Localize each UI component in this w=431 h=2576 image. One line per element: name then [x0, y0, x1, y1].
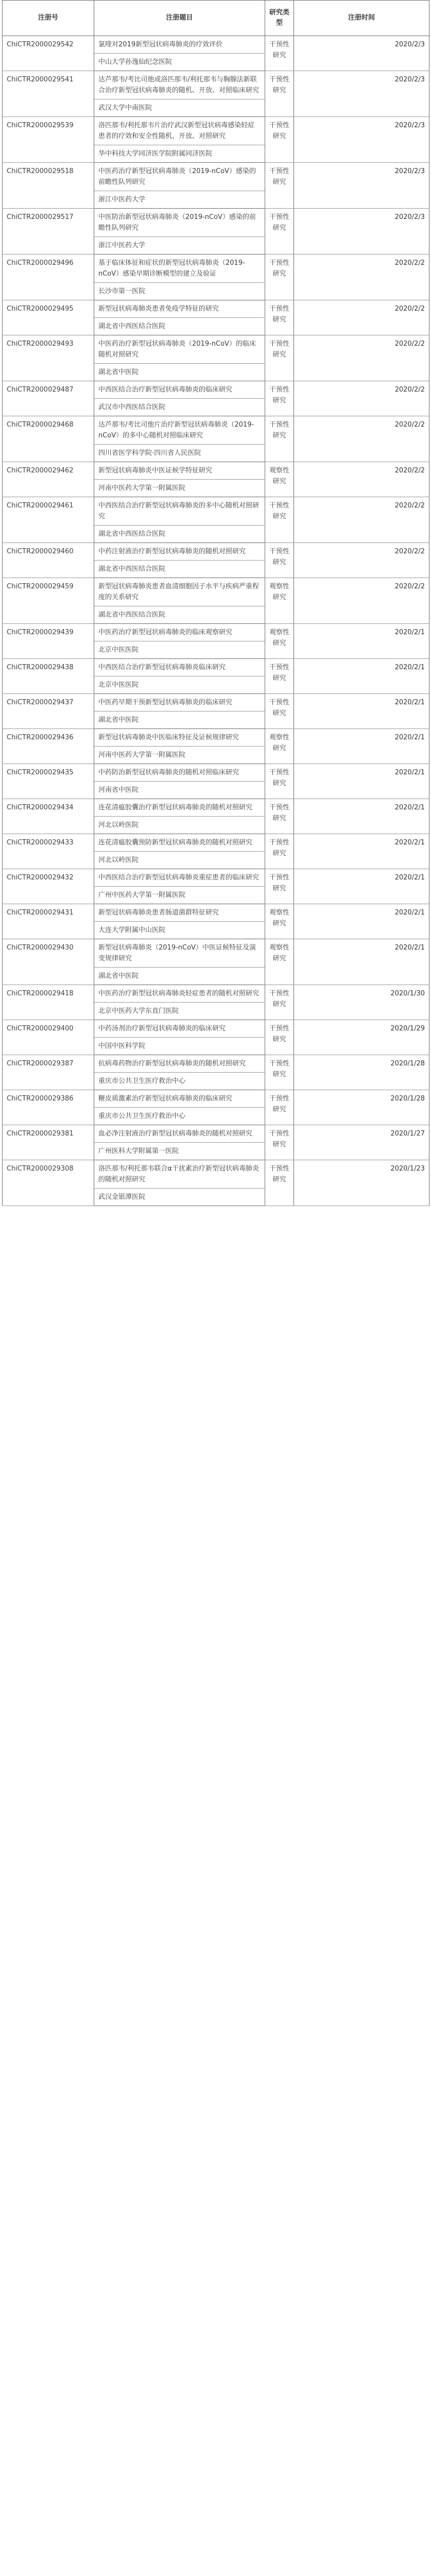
table-body: [3, 36, 429, 1206]
registration-number: ChiCTR2000029539: [3, 117, 94, 163]
table-row: [3, 1090, 429, 1108]
trial-title: 基于临床体征和症状的新型冠状病毒肺炎（2019-nCoV）感染早期诊断模型的建立及验证: [94, 255, 265, 283]
sponsor-institution: 河南中医药大学第一附属医院: [94, 480, 265, 497]
table-row: [3, 985, 429, 1003]
table-row: [3, 163, 429, 191]
table-row: [3, 659, 429, 676]
registration-number: ChiCTR2000029438: [3, 659, 94, 694]
registration-date: 2020/2/2: [294, 335, 429, 381]
registration-date: 2020/1/30: [294, 985, 429, 1020]
trial-title: 糖皮质激素治疗新型冠状病毒肺炎的临床研究: [94, 1090, 265, 1108]
table-row: [3, 543, 429, 561]
trial-title: 中医防治新型冠状病毒肺炎（2019-nCoV）感染的前瞻性队列研究: [94, 209, 265, 237]
registration-date: 2020/2/1: [294, 834, 429, 869]
registration-number: ChiCTR2000029518: [3, 163, 94, 209]
study-type: 干预性研究: [265, 335, 294, 381]
trial-title: 新型冠状病毒肺炎中医证候学特征研究: [94, 462, 265, 480]
study-type: 干预性研究: [265, 255, 294, 300]
study-type: 干预性研究: [265, 36, 294, 71]
study-type: 干预性研究: [265, 659, 294, 694]
trial-title: 中药注射液治疗新型冠状病毒肺炎的随机对照研究: [94, 543, 265, 561]
page: [0, 0, 431, 1206]
registration-number: ChiCTR2000029496: [3, 255, 94, 300]
registration-number: ChiCTR2000029432: [3, 869, 94, 904]
trial-title: 中西医结合治疗新型冠状病毒肺炎重症患者的临床研究: [94, 869, 265, 887]
study-type: 干预性研究: [265, 71, 294, 117]
table-row: [3, 764, 429, 782]
registration-date: 2020/2/1: [294, 764, 429, 799]
trial-title: 达芦那韦/考比司他或洛匹那韦/利托那韦与胸腺法新联合治疗新型冠状病毒肺炎的随机、开放、对照临床研究: [94, 71, 265, 99]
registration-number: ChiCTR2000029439: [3, 624, 94, 659]
sponsor-institution: 长沙市第一医院: [94, 283, 265, 300]
table-row: [3, 834, 429, 852]
trial-title: 新型冠状病毒肺炎（2019-nCoV）中医证候特征及演变规律研究: [94, 939, 265, 968]
trial-title: 达芦那韦/考比司他片治疗新型冠状病毒肺炎（2019-nCoV）的多中心随机对照临床研究: [94, 416, 265, 445]
registration-number: ChiCTR2000029462: [3, 462, 94, 497]
table-row: [3, 1020, 429, 1038]
registration-date: 2020/2/3: [294, 117, 429, 163]
study-type: 观察性研究: [265, 624, 294, 659]
table-row: [3, 624, 429, 641]
sponsor-institution: 广州中医药大学第一附属医院: [94, 887, 265, 904]
registration-number: ChiCTR2000029430: [3, 939, 94, 985]
trial-title: 中药防治新型冠状病毒肺炎的随机对照临床研究: [94, 764, 265, 782]
trial-title: 中医药治疗新型冠状病毒肺炎（2019-nCoV）感染的前瞻性队列研究: [94, 163, 265, 191]
sponsor-institution: 河南省中医院: [94, 782, 265, 799]
study-type: 干预性研究: [265, 1055, 294, 1090]
header-title: 注册题目: [94, 1, 265, 36]
sponsor-institution: 河北以岭医院: [94, 817, 265, 834]
registration-date: 2020/2/2: [294, 543, 429, 578]
table-row: [3, 335, 429, 364]
sponsor-institution: 大连大学附属中山医院: [94, 922, 265, 939]
registration-number: ChiCTR2000029431: [3, 904, 94, 939]
trial-title: 中医药治疗新型冠状病毒肺炎轻症患者的随机对照研究: [94, 985, 265, 1003]
trial-title: 新型冠状病毒肺炎患者肠道菌群特征研究: [94, 904, 265, 922]
registration-date: 2020/2/1: [294, 939, 429, 985]
registration-date: 2020/2/1: [294, 659, 429, 694]
registration-number: ChiCTR2000029308: [3, 1160, 94, 1206]
trial-title: 连花清瘟胶囊治疗新型冠状病毒肺炎的随机对照研究: [94, 799, 265, 817]
registration-number: ChiCTR2000029435: [3, 764, 94, 799]
trial-title: 新型冠状病毒肺炎中医临床特征及证候规律研究: [94, 729, 265, 747]
registration-number: ChiCTR2000029517: [3, 209, 94, 255]
study-type: 干预性研究: [265, 1090, 294, 1125]
registration-number: ChiCTR2000029468: [3, 416, 94, 462]
sponsor-institution: 中山大学孙逸仙纪念医院: [94, 54, 265, 71]
table-row: [3, 1125, 429, 1143]
registration-number: ChiCTR2000029434: [3, 799, 94, 834]
sponsor-institution: 河北以岭医院: [94, 852, 265, 869]
table-row: [3, 381, 429, 399]
study-type: 观察性研究: [265, 729, 294, 764]
trial-title: 中医药早期干预新型冠状病毒肺炎的临床研究: [94, 694, 265, 711]
study-type: 干预性研究: [265, 300, 294, 335]
sponsor-institution: 四川省医学科学院·四川省人民医院: [94, 445, 265, 462]
registration-number: ChiCTR2000029459: [3, 578, 94, 624]
sponsor-institution: 北京中医医院: [94, 676, 265, 694]
registration-date: 2020/1/27: [294, 1125, 429, 1160]
sponsor-institution: 广州医科大学附属第一医院: [94, 1143, 265, 1160]
sponsor-institution: 河南中医药大学第一附属医院: [94, 747, 265, 764]
trial-title: 中西医结合治疗新型冠状病毒肺炎临床研究: [94, 659, 265, 676]
table-row: [3, 497, 429, 526]
trial-title: 中医药治疗新型冠状病毒肺炎的临床观察研究: [94, 624, 265, 641]
sponsor-institution: 中国中医科学院: [94, 1038, 265, 1055]
registration-date: 2020/2/2: [294, 416, 429, 462]
table-row: [3, 255, 429, 283]
registration-date: 2020/2/2: [294, 578, 429, 624]
table-row: [3, 694, 429, 711]
header-date: 注册时间: [294, 1, 429, 36]
sponsor-institution: 湖北省中医院: [94, 364, 265, 381]
registration-date: 2020/2/1: [294, 624, 429, 659]
sponsor-institution: 北京中医药大学东直门医院: [94, 1003, 265, 1020]
trial-title: 中医药治疗新型冠状病毒肺炎（2019-nCoV）的临床随机对照研究: [94, 335, 265, 364]
trial-registry-table: [2, 0, 429, 1206]
registration-number: ChiCTR2000029400: [3, 1020, 94, 1055]
table-row: [3, 117, 429, 145]
study-type: 干预性研究: [265, 1160, 294, 1206]
registration-date: 2020/1/28: [294, 1090, 429, 1125]
registration-date: 2020/2/2: [294, 255, 429, 300]
registration-number: ChiCTR2000029541: [3, 71, 94, 117]
table-row: [3, 939, 429, 968]
registration-date: 2020/2/1: [294, 904, 429, 939]
registration-date: 2020/1/29: [294, 1020, 429, 1055]
registration-number: ChiCTR2000029487: [3, 381, 94, 416]
sponsor-institution: 重庆市公共卫生医疗救治中心: [94, 1073, 265, 1090]
study-type: 干预性研究: [265, 799, 294, 834]
table-row: [3, 1160, 429, 1189]
sponsor-institution: 湖北省中医院: [94, 968, 265, 985]
header-id: 注册号: [3, 1, 94, 36]
registration-number: ChiCTR2000029433: [3, 834, 94, 869]
trial-title: 洛匹那韦/利托那韦片治疗武汉新型冠状病毒感染轻症患者的疗效和安全性随机、开放、对照研究: [94, 117, 265, 145]
table-row: [3, 36, 429, 54]
sponsor-institution: 湖北省中医院: [94, 711, 265, 729]
study-type: 干预性研究: [265, 985, 294, 1020]
trial-title: 新型冠状病毒肺炎患者免疫学特征的研究: [94, 300, 265, 318]
trial-title: 中西医结合治疗新型冠状病毒肺炎的多中心随机对照研究: [94, 497, 265, 526]
registration-number: ChiCTR2000029381: [3, 1125, 94, 1160]
table-row: [3, 1055, 429, 1073]
sponsor-institution: 湖北省中西医结合医院: [94, 606, 265, 624]
study-type: 干预性研究: [265, 381, 294, 416]
study-type: 干预性研究: [265, 117, 294, 163]
study-type: 干预性研究: [265, 416, 294, 462]
study-type: 观察性研究: [265, 462, 294, 497]
trial-title: 中药汤剂治疗新型冠状病毒肺炎的临床研究: [94, 1020, 265, 1038]
trial-title: 中西医结合治疗新型冠状病毒肺炎的临床研究: [94, 381, 265, 399]
sponsor-institution: 武汉市中西医结合医院: [94, 399, 265, 416]
study-type: 干预性研究: [265, 497, 294, 543]
sponsor-institution: 湖北省中西医结合医院: [94, 526, 265, 543]
registration-number: ChiCTR2000029461: [3, 497, 94, 543]
study-type: 干预性研究: [265, 764, 294, 799]
trial-title: 抗病毒药物治疗新型冠状病毒肺炎的随机对照研究: [94, 1055, 265, 1073]
registration-date: 2020/2/3: [294, 209, 429, 255]
study-type: 干预性研究: [265, 1125, 294, 1160]
table-row: [3, 300, 429, 318]
registration-date: 2020/1/28: [294, 1055, 429, 1090]
registration-number: ChiCTR2000029460: [3, 543, 94, 578]
sponsor-institution: 武汉大学中南医院: [94, 99, 265, 117]
sponsor-institution: 湖北省中西医结合医院: [94, 318, 265, 335]
registration-date: 2020/2/1: [294, 869, 429, 904]
sponsor-institution: 重庆市公共卫生医疗救治中心: [94, 1108, 265, 1125]
study-type: 干预性研究: [265, 209, 294, 255]
table-row: [3, 729, 429, 747]
header-type: 研究类型: [265, 1, 294, 36]
study-type: 干预性研究: [265, 163, 294, 209]
table-row: [3, 71, 429, 99]
study-type: 干预性研究: [265, 694, 294, 729]
registration-date: 2020/2/1: [294, 799, 429, 834]
registration-date: 2020/2/1: [294, 694, 429, 729]
registration-date: 2020/2/3: [294, 163, 429, 209]
sponsor-institution: 湖北省中西医结合医院: [94, 561, 265, 578]
registration-number: ChiCTR2000029493: [3, 335, 94, 381]
study-type: 干预性研究: [265, 543, 294, 578]
trial-title: 血必净注射液治疗新型冠状病毒肺炎的随机对照研究: [94, 1125, 265, 1143]
registration-number: ChiCTR2000029437: [3, 694, 94, 729]
registration-number: ChiCTR2000029418: [3, 985, 94, 1020]
header-row: [3, 1, 429, 36]
sponsor-institution: 浙江中医药大学: [94, 191, 265, 209]
sponsor-institution: 北京中医医院: [94, 641, 265, 659]
registration-number: ChiCTR2000029386: [3, 1090, 94, 1125]
table-row: [3, 904, 429, 922]
table-row: [3, 416, 429, 445]
registration-number: ChiCTR2000029542: [3, 36, 94, 71]
trial-title: 氯喹对2019新型冠状病毒肺炎的疗效评价: [94, 36, 265, 54]
sponsor-institution: 浙江中医药大学: [94, 237, 265, 255]
study-type: 观察性研究: [265, 939, 294, 985]
sponsor-institution: 华中科技大学同济医学院附属同济医院: [94, 145, 265, 163]
registration-date: 2020/1/23: [294, 1160, 429, 1206]
registration-number: ChiCTR2000029436: [3, 729, 94, 764]
registration-number: ChiCTR2000029495: [3, 300, 94, 335]
study-type: 干预性研究: [265, 834, 294, 869]
trial-title: 新型冠状病毒肺炎患者血清细胞因子水平与疾病严重程度的关系研究: [94, 578, 265, 606]
table-row: [3, 869, 429, 887]
table-row: [3, 462, 429, 480]
sponsor-institution: 武汉金银潭医院: [94, 1189, 265, 1206]
study-type: 干预性研究: [265, 1020, 294, 1055]
study-type: 观察性研究: [265, 578, 294, 624]
registration-number: ChiCTR2000029387: [3, 1055, 94, 1090]
table-row: [3, 209, 429, 237]
table-row: [3, 799, 429, 817]
trial-title: 连花清瘟胶囊预防新型冠状病毒肺炎的随机对照研究: [94, 834, 265, 852]
registration-date: 2020/2/2: [294, 497, 429, 543]
registration-date: 2020/2/3: [294, 36, 429, 71]
trial-title: 洛匹那韦/利托那韦联合α干扰素治疗新型冠状病毒肺炎的随机对照研究: [94, 1160, 265, 1189]
study-type: 观察性研究: [265, 904, 294, 939]
registration-date: 2020/2/3: [294, 71, 429, 117]
registration-date: 2020/2/2: [294, 462, 429, 497]
table-row: [3, 578, 429, 606]
registration-date: 2020/2/2: [294, 381, 429, 416]
study-type: 干预性研究: [265, 869, 294, 904]
registration-date: 2020/2/1: [294, 729, 429, 764]
registration-date: 2020/2/2: [294, 300, 429, 335]
